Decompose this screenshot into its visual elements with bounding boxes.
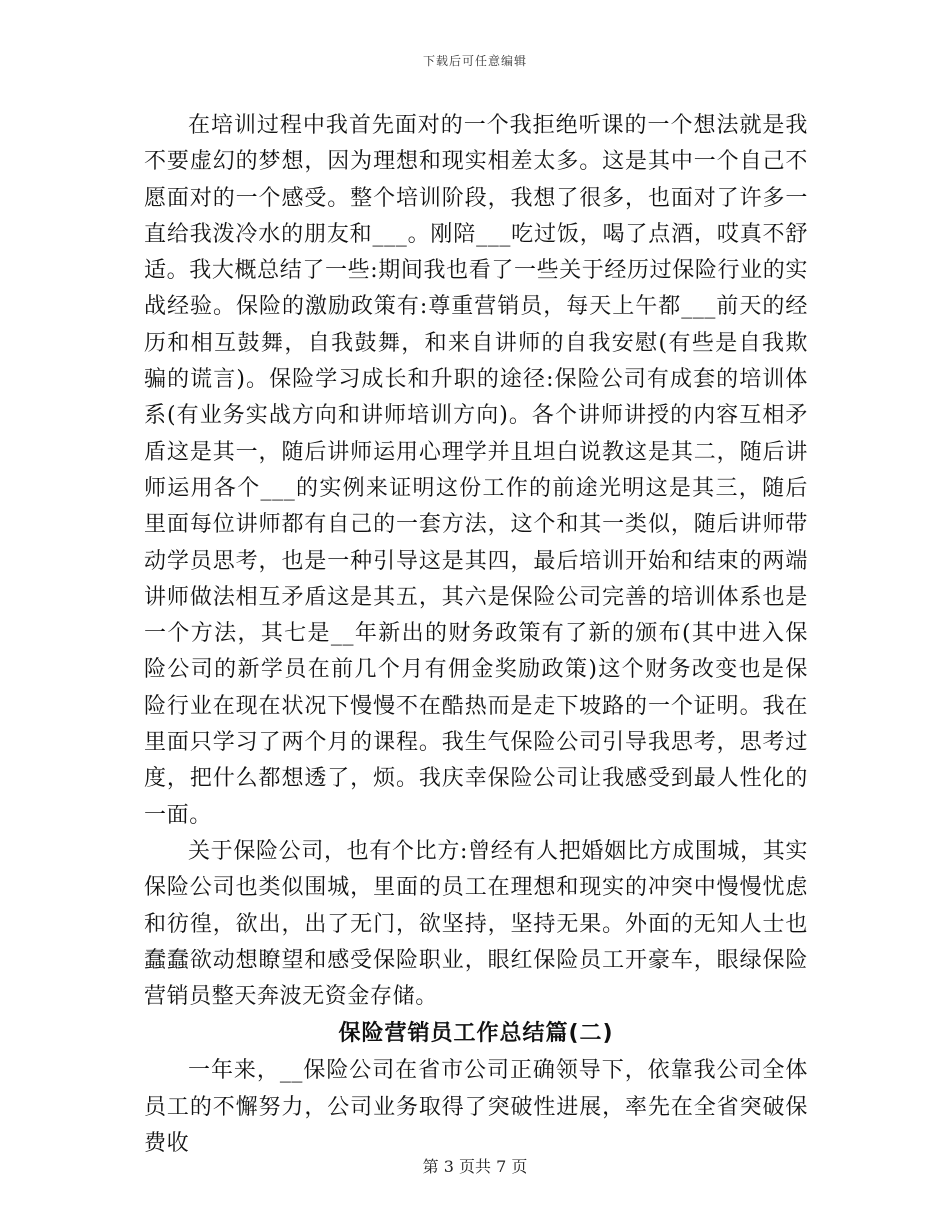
page-footer: 第 3 页共 7 页: [422, 1157, 528, 1176]
document-body: [144, 108, 808, 1162]
body-paragraph: 在培训过程中我首先面对的一个我拒绝听课的一个想法就是我不要虚幻的梦想，因为理想和现实相差太多。这是其中一个自己不愿面对的一个感受。整个培训阶段，我想了很多，也面对了许多一直给我泼冷水的朋友和___。刚陪___吃过饭，喝了点酒，哎真不舒适。我大概总结了一些:期间我也看了一些关于经历过保险行业的实战经验。保险的激励政策有:尊重营销员，每天上午都___前天的经历和相互鼓舞，自我鼓舞，和来自讲师的自我安慰(有些是自我欺骗的谎言)。保险学习成长和升职的途径:保险公司有成套的培训体系(有业务实战方向和讲师培训方向)。各个讲师讲授的内容互相矛盾这是其一，随后讲师运用心理学并且坦白说教这是其二，随后讲师运用各个___的实例来证明这份工作的前途光明这是其三，随后里面每位讲师都有自己的一套方法，这个和其一类似，随后讲师带动学员思考，也是一种引导这是其四，最后培训开始和结束的两端讲师做法相互矛盾这是其五，其六是保险公司完善的培训体系也是一个方法，其七是__年新出的财务政策有了新的颁布(其中进入保险公司的新学员在前几个月有佣金奖励政策)这个财务改变也是保险行业在现在状况下慢慢不在酷热而是走下坡路的一个证明。我在里面只学习了两个月的课程。我生气保险公司引导我思考，思考过度，把什么都想透了，烦。我庆幸保险公司让我感受到最人性化的一面。: [144, 113, 808, 828]
section-heading: 保险营销员工作总结篇(二): [338, 1021, 614, 1047]
body-paragraph: 一年来，__保险公司在省市公司正确领导下，依靠我公司全体员工的不懈努力，公司业务取得了突破性进展，率先在全省突破保费收: [144, 1058, 808, 1157]
header-note: 下载后可任意编辑: [422, 54, 527, 68]
body-paragraph: 关于保险公司，也有个比方:曾经有人把婚姻比方成围城，其实保险公司也类似围城，里面的员工在理想和现实的冲突中慢慢忧虑和彷徨，欲出，出了无门，欲坚持，坚持无果。外面的无知人士也蠢蠢欲动想瞭望和感受保险职业，眼红保险员工开豪车，眼绿保险营销员整天奔波无资金存储。: [144, 838, 808, 1010]
